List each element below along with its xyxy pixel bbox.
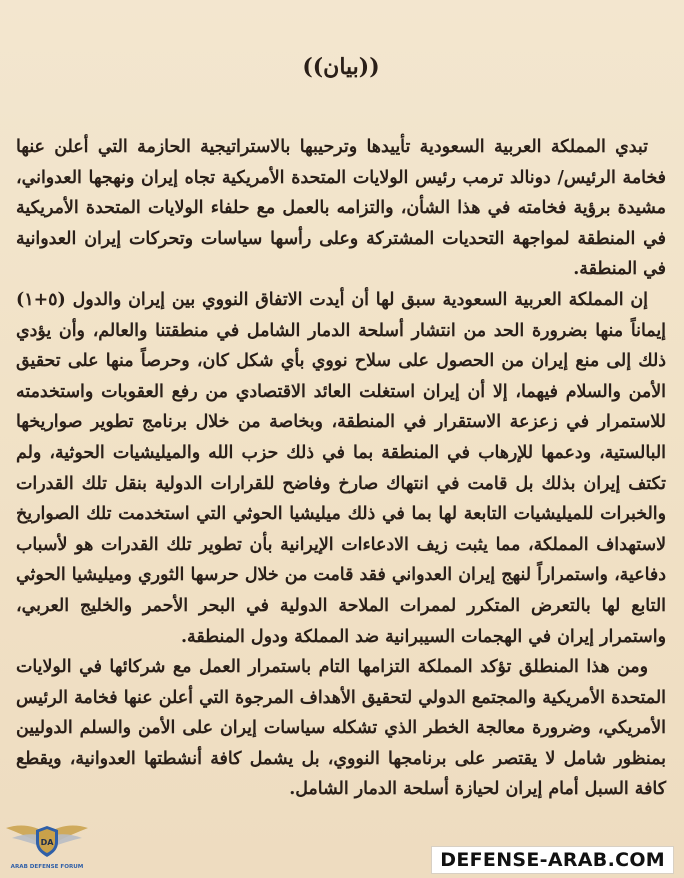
paragraph-2: إن المملكة العربية السعودية سبق لها أن أيدت الاتفاق النووي بين إيران والدول (٥+١) إيماناً منها بضرورة الحد من انتشار أسلحة الدمار الشامل في منطقتنا والعالم، وأن يؤدي ذلك إلى منع إيران من الحصول على سلاح نووي بأي شكل كان، وحرصاً منها على تحقيق الأمن والسلام فيهما، إلا أن إيران استغلت العائد الاقتصادي من رفع العقوبات واستخدمته للاستمرار في زعزعة الاستقرار في المنطقة، وبخاصة من خلال برنامج تطوير صواريخها البالستية، ودعمها للإرهاب في المنطقة بما في ذلك حزب الله والميليشيات الحوثية، ولم تكتف إيران بذلك بل قامت في انتهاك صارخ وفاضح للقرارات الدولية بنقل تلك القدرات والخبرات للميليشيات التابعة لها بما في ذلك ميليشيا الحوثي التي استخدمت تلك الصواريخ لاستهداف المملكة، مما يثبت زيف الادعاءات الإيرانية بأن تطوير تلك القدرات هو لأسباب دفاعية، واستمراراً لنهج إيران العدواني فقد قامت من خلال حرسها الثوري وميليشيا الحوثي التابع لها بالتعرض المتكرر لممرات الملاحة الدولية في البحر الأحمر والخليج العربي، واستمرار إيران في الهجمات السيبرانية ضد المملكة ودول المنطقة.	[16, 289, 666, 647]
paragraph-3: ومن هذا المنطلق تؤكد المملكة التزامها التام باستمرار العمل مع شركائها في الولايات المتحدة الأمريكية والمجتمع الدولي لتحقيق الأهداف المرجوة التي أعلن عنها فخامة الرئيس الأمريكي، وضرورة معالجة الخطر الذي تشكله سياسات إيران على الأمن والسلم الدوليين بمنظور شامل لا يقتصر على برنامجها النووي، بل يشمل كافة أنشطتها العدوانية، ويقطع كافة السبل أمام إيران لحيازة أسلحة الدمار الشامل.	[16, 657, 666, 800]
logo-caption: ARAB DEFENSE FORUM	[10, 864, 84, 870]
document-body	[16, 132, 666, 805]
document-title: ((بيان))	[302, 54, 380, 80]
logo-initials: DA	[40, 838, 54, 847]
paragraph-1: تبدي المملكة العربية السعودية تأييدها وترحيبها بالاستراتيجية الحازمة التي أعلن عنها فخامة الرئيس/ دونالد ترمب رئيس الولايات المتحدة الأمريكية تجاه إيران ونهجها العدواني، مشيدة برؤية فخامته في هذا الشأن، والتزامه بالعمل مع حلفاء الولايات المتحدة الأمريكية في المنطقة لمواجهة التحديات المشتركة وعلى رأسها سياسات وتحركات إيران العدوانية في المنطقة.	[16, 137, 666, 280]
watermark-url: DEFENSE-ARAB.COM	[431, 846, 674, 874]
arab-defense-forum-logo	[4, 812, 90, 874]
